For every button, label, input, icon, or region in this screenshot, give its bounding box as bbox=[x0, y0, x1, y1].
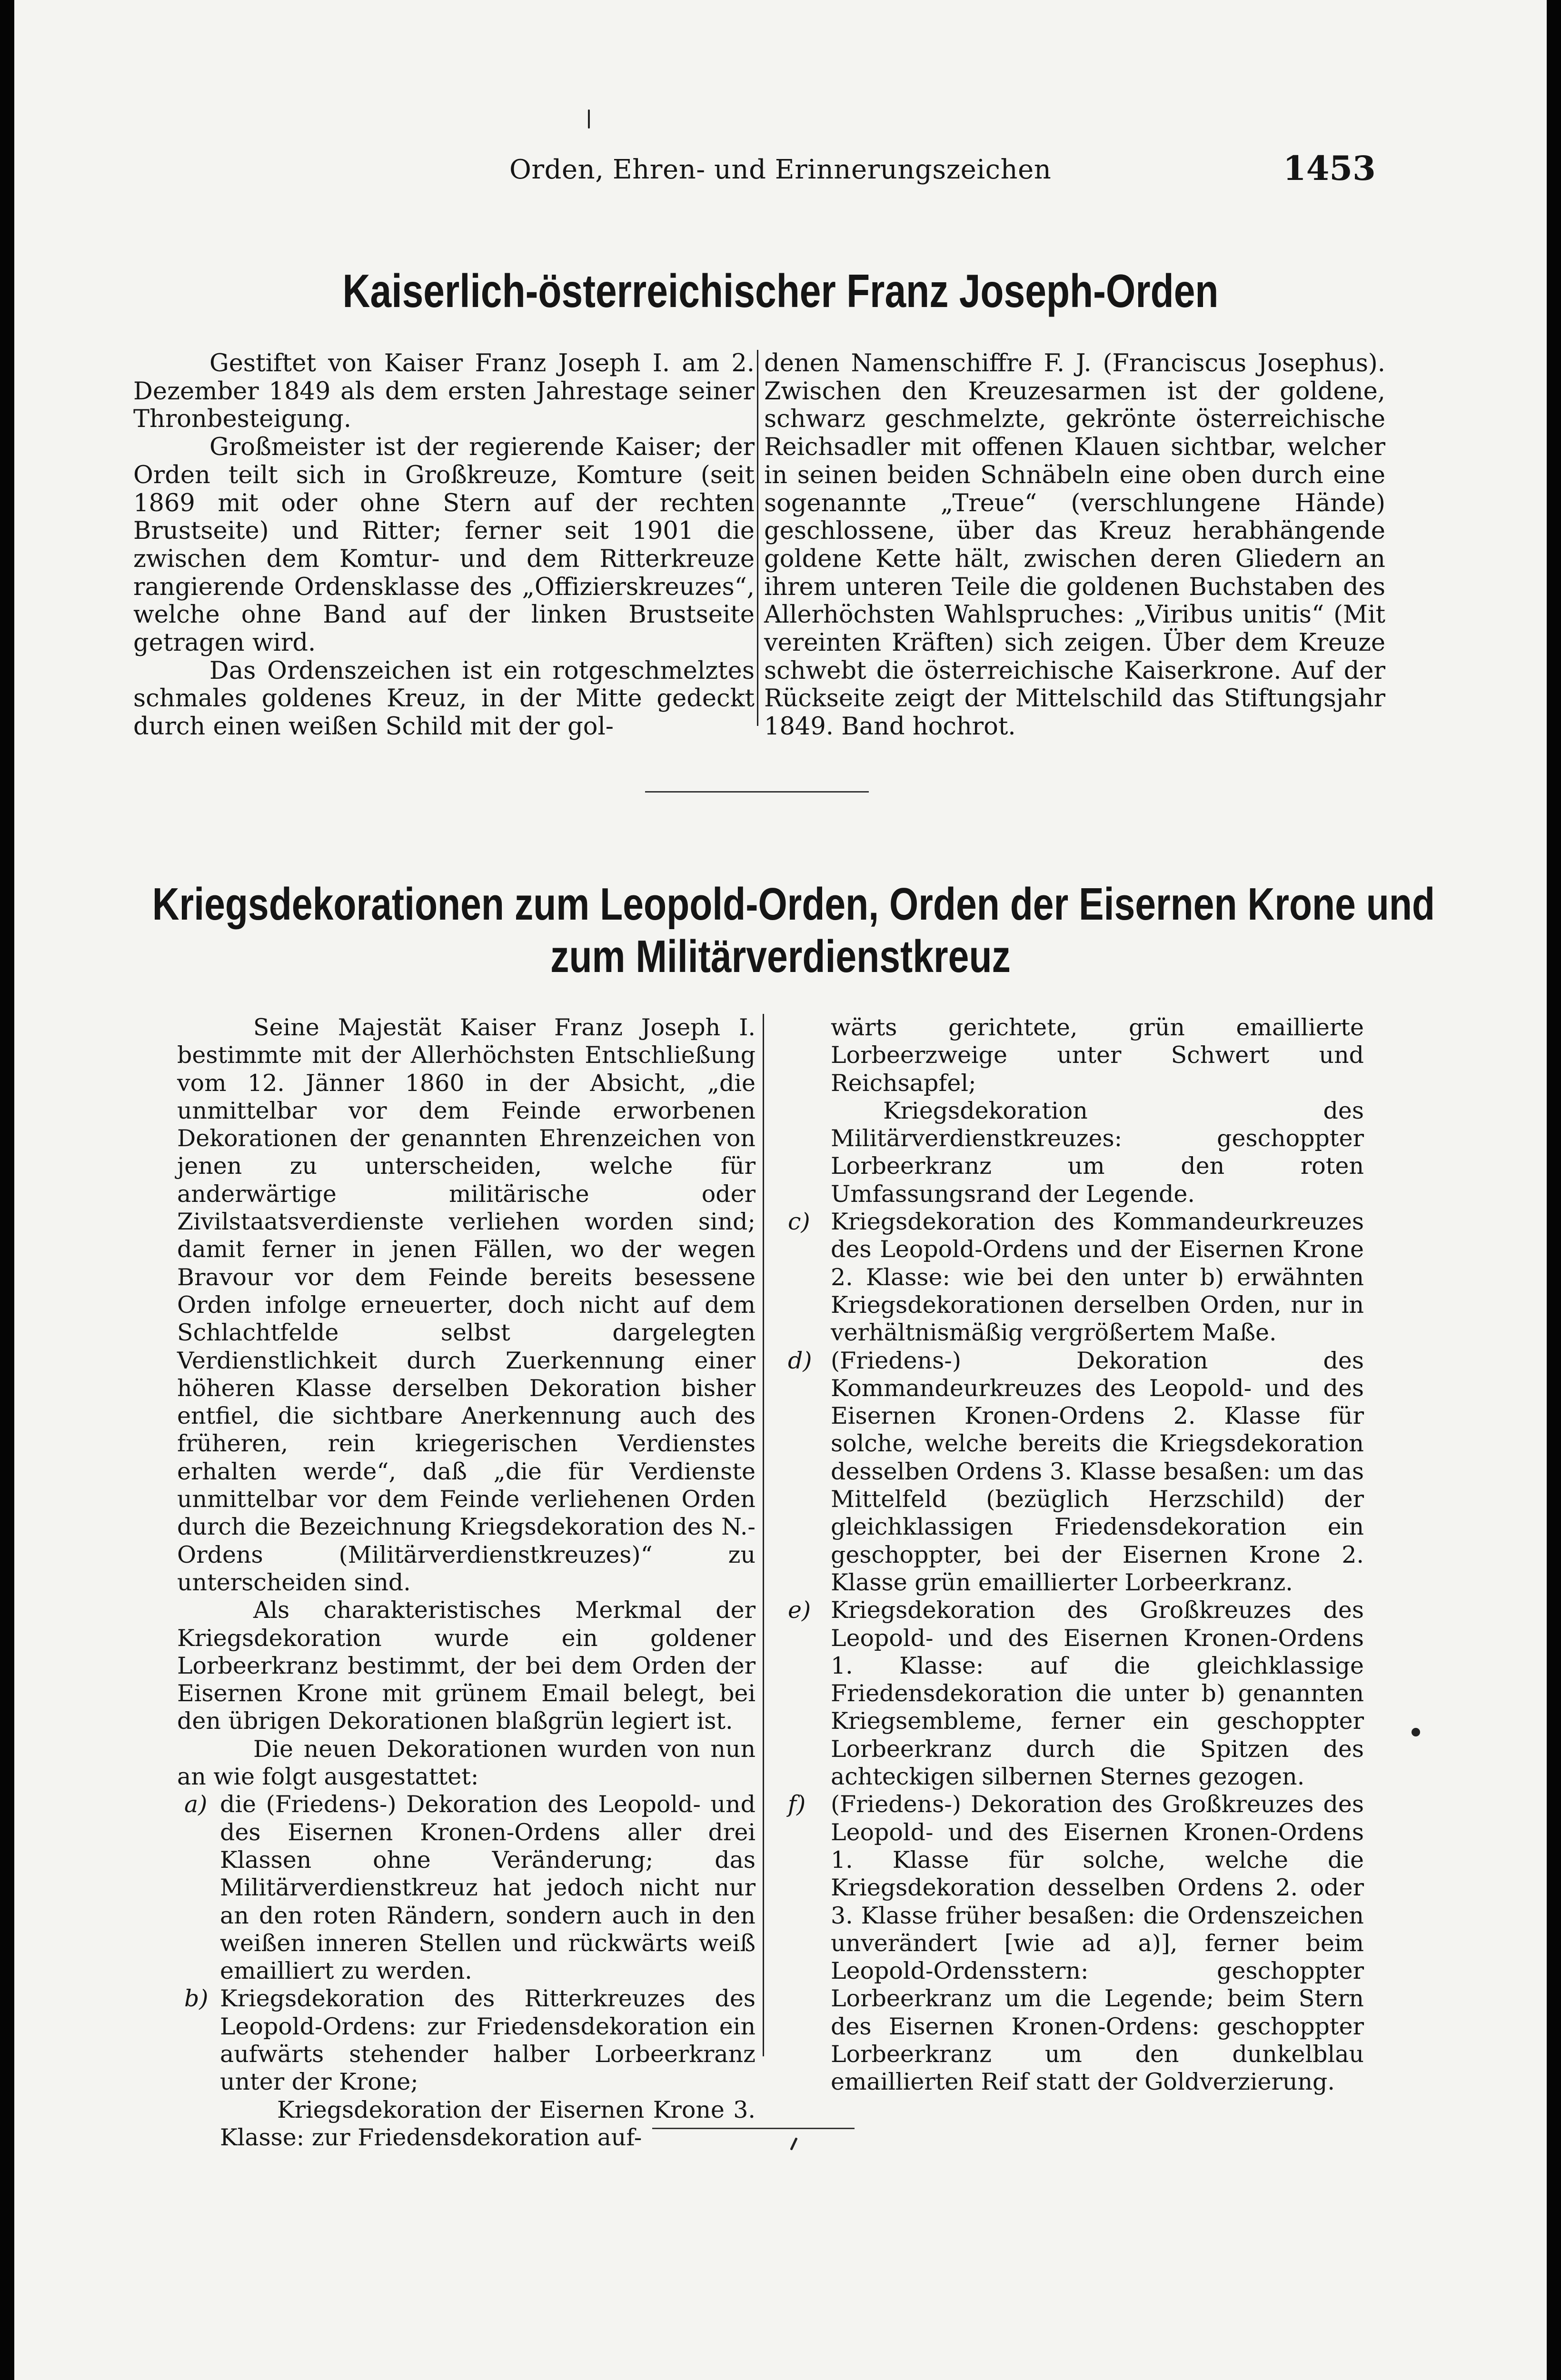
running-head: Orden, Ehren- und Erinnerungszeichen bbox=[509, 154, 1052, 185]
section-divider bbox=[652, 2128, 855, 2129]
section1-right-column bbox=[764, 350, 1385, 741]
list-item-text: Kriegsdekoration des Ritterkreuzes des Leopold-Ordens: zur Friedensdekoration ein aufwärts stehender halber Lorbeerkranz unter der Krone; bbox=[220, 1985, 756, 2096]
list-item bbox=[788, 1791, 1364, 2096]
list-item-label: f) bbox=[788, 1791, 806, 1818]
column-divider bbox=[763, 1014, 764, 2056]
list-item-label: e) bbox=[788, 1597, 811, 1624]
list-item-text: Kriegsdekoration des Kommandeurkreuzes des Leopold-Ordens und der Eisernen Krone 2. Klasse: wie bei den unter b) erwähnten Kriegsdekorationen derselben Orden, nur in verhältnismäßig vergrößertem Maße. bbox=[831, 1208, 1364, 1347]
paragraph: Gestiftet von Kaiser Franz Joseph I. am 2. Dezember 1849 als dem ersten Jahrestage seiner Thronbesteigung. bbox=[133, 349, 755, 434]
paragraph: Kriegsdekoration der Eisernen Krone 3. Klasse: zur Friedensdekoration auf- bbox=[220, 2096, 756, 2151]
paragraph: Die neuen Dekorationen wurden von nun an wie folgt ausgestattet: bbox=[177, 1735, 756, 1791]
page-number: 1453 bbox=[1283, 149, 1376, 188]
section2-title-line2: zum Militärverdienstkreuz bbox=[550, 931, 1011, 982]
section2-right-column bbox=[788, 1014, 1364, 2096]
print-speck bbox=[588, 109, 590, 129]
paragraph: wärts gerichtete, grün emaillierte Lorbeerzweige unter Schwert und Reichsapfel; bbox=[831, 1014, 1364, 1097]
list-item-text: (Friedens-) Dekoration des Großkreuzes des Leopold- und des Eisernen Kronen-Ordens 1. Klasse für solche, welche die Kriegsdekoration desselben Ordens 2. oder 3. Klasse früher besaßen: die Ordenszeichen unverändert [wie ad a)], ferner beim Leopold-Ordensstern: geschoppter Lorbeerkranz um die Legende; beim Stern des Eisernen Kronen-Ordens: geschoppter Lorbeerkranz um den dunkelblau emaillierten Reif statt der Goldverzierung. bbox=[831, 1791, 1364, 2096]
document-page bbox=[14, 0, 1547, 2380]
list-item bbox=[177, 1791, 756, 1985]
paragraph: Als charakteristisches Merkmal der Kriegsdekoration wurde ein goldener Lorbeerkranz bestimmt, der bei dem Orden der Eisernen Krone mit grünem Email belegt, bei den übrigen Dekorationen blaßgrün legiert ist. bbox=[177, 1597, 756, 1735]
list-item-text: die (Friedens-) Dekoration des Leopold- und des Eisernen Kronen-Ordens aller drei Klassen ohne Veränderung; das Militärverdienstkreuz hat jedoch nicht nur an den roten Rändern, sondern auch in den weißen inneren Stellen und rückwärts weiß emailliert zu werden. bbox=[220, 1791, 756, 1985]
list-item bbox=[788, 1597, 1364, 1791]
section-divider bbox=[645, 791, 869, 793]
list-item bbox=[177, 1985, 756, 2096]
section1-left-column bbox=[133, 350, 755, 741]
list-item bbox=[788, 1347, 1364, 1597]
paragraph: Kriegsdekoration des Militärverdienstkreuzes: geschoppter Lorbeerkranz um den roten Umfassungsrand der Legende. bbox=[831, 1097, 1364, 1208]
list-item-label: b) bbox=[184, 1985, 209, 2013]
section2-left-column bbox=[177, 1014, 756, 2152]
list-item-text: (Friedens-) Dekoration des Kommandeurkreuzes des Leopold- und des Eisernen Kronen-Ordens 2. Klasse für solche, welche bereits die Kriegsdekoration desselben Ordens 3. Klasse besaßen: um das Mittelfeld (bezüglich Herzschild) der gleichklassigen Friedensdekoration ein geschoppter, bei der Eisernen Krone 2. Klasse grün emaillierter Lorbeerkranz. bbox=[831, 1347, 1364, 1596]
print-speck bbox=[790, 2137, 797, 2150]
paragraph: Seine Majestät Kaiser Franz Joseph I. bestimmte mit der Allerhöchsten Entschließung vom 12. Jänner 1860 in der Absicht, „die unmittelbar vor dem Feinde erworbenen Dekorationen der genannten Ehrenzeichen von jenen zu unterscheiden, welche für anderwärtige militärische oder Zivilstaatsverdienste verliehen worden sind; damit ferner in jenen Fällen, wo der wegen Bravour vor dem Feinde bereits besessene Orden infolge erneuerter, doch nicht auf dem Schlachtfelde selbst dargelegten Verdienstlichkeit durch Zuerkennung einer höheren Klasse derselben Dekoration bisher entfiel, die sichtbare Anerkennung auch des früheren, rein kriegerischen Verdienstes erhalten werde“, daß „die für Verdienste unmittelbar vor dem Feinde verliehenen Orden durch die Bezeichnung Kriegsdekoration des N.-Ordens (Militärverdienstkreuzes)“ zu unterscheiden sind. bbox=[177, 1014, 756, 1596]
list-item-label: c) bbox=[788, 1208, 810, 1236]
list-item bbox=[788, 1208, 1364, 1347]
list-item-label: d) bbox=[788, 1347, 812, 1374]
section2-title-line1: Kriegsdekorationen zum Leopold-Orden, Orden der Eisernen Krone und bbox=[152, 879, 1435, 930]
paragraph: Das Ordenszeichen ist ein rotgeschmelztes schmales goldenes Kreuz, in der Mitte gedeckt durch einen weißen Schild mit der gol- bbox=[133, 656, 755, 741]
print-speck bbox=[1412, 1728, 1420, 1736]
list-item-text: Kriegsdekoration des Großkreuzes des Leopold- und des Eisernen Kronen-Ordens 1. Klasse: auf die gleichklassige Friedensdekoration die unter b) genannten Kriegsembleme, ferner ein geschoppter Lorbeerkranz durch die Spitzen des achteckigen silbernen Sternes gezogen. bbox=[831, 1597, 1364, 1791]
page-header bbox=[14, 151, 1547, 189]
paragraph: denen Namenschiffre F. J. (Franciscus Josephus). Zwischen den Kreuzesarmen ist der goldene, schwarz geschmelzte, gekrönte österreichische Reichsadler mit offenen Klauen sichtbar, welcher in seinen beiden Schnäbeln eine oben durch eine sogenannte „Treue“ (verschlungene Hände) geschlossene, über das Kreuz herabhängende goldene Kette hält, zwischen deren Gliedern an ihrem unteren Teile die goldenen Buchstaben des Allerhöchsten Wahlspruches: „Viribus unitis“ (Mit vereinten Kräften) sich zeigen. Über dem Kreuze schwebt die österreichische Kaiserkrone. Auf der Rückseite zeigt der Mittelschild das Stiftungsjahr 1849. Band hochrot. bbox=[764, 349, 1385, 741]
column-divider bbox=[757, 350, 758, 726]
paragraph: Großmeister ist der regierende Kaiser; der Orden teilt sich in Großkreuze, Komture (seit 1869 mit oder ohne Stern auf der rechten Brustseite) und Ritter; ferner seit 1901 die zwischen dem Komtur- und dem Ritterkreuze rangierende Ordensklasse des „Offizierskreuzes“, welche ohne Band auf der linken Brustseite getragen wird. bbox=[133, 433, 755, 657]
section1-title: Kaiserlich-österreichischer Franz Joseph-Orden bbox=[342, 265, 1219, 317]
list-item-label: a) bbox=[184, 1791, 208, 1818]
